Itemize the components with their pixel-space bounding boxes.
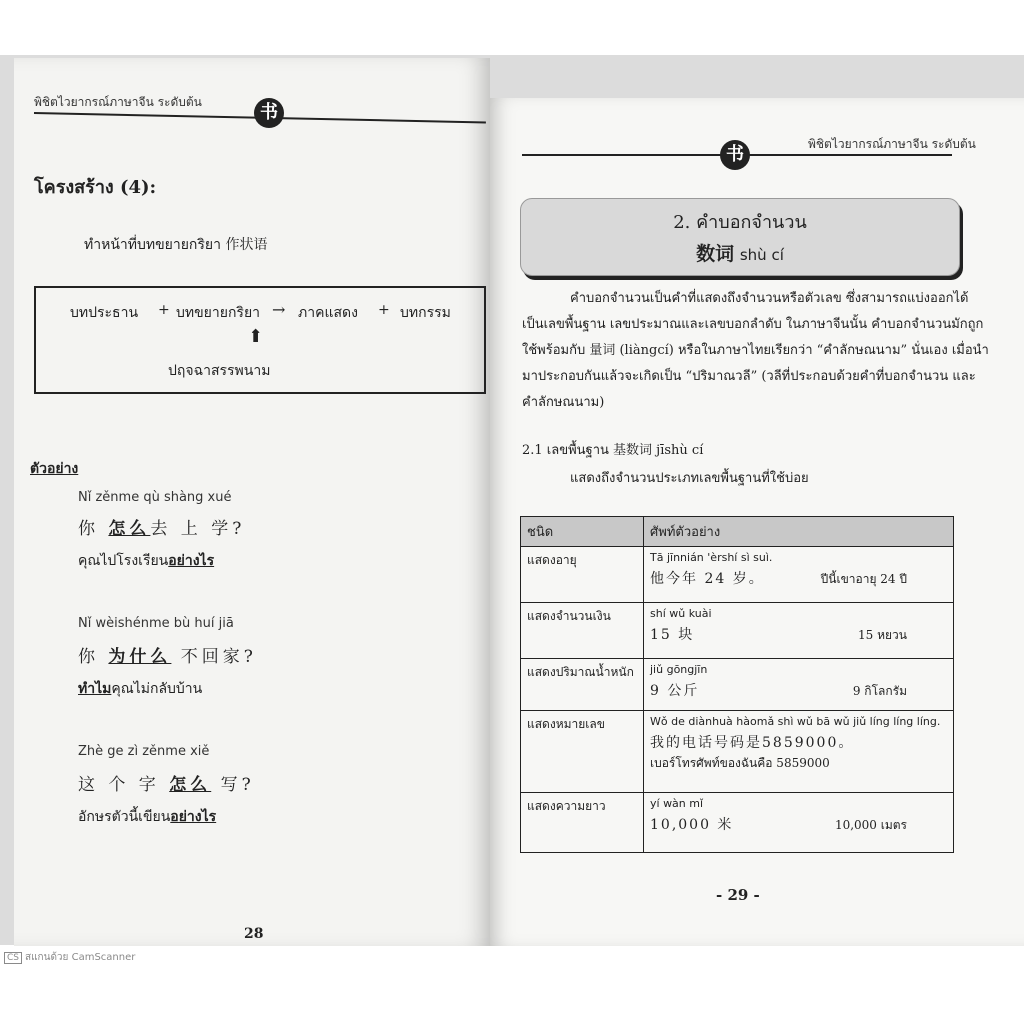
scanner-footer [4, 950, 135, 965]
row-hanzi: 9 公斤 [650, 683, 700, 699]
row-pinyin: jiǔ gōngjīn [650, 663, 708, 676]
example-2-hanzi: 你 为什么 不回家? [78, 647, 257, 667]
table-row [521, 659, 954, 711]
example-1-hanzi: 你 怎么去 上 学? [78, 519, 246, 539]
table-row [521, 711, 954, 793]
row-pinyin: Tā jīnnián 'èrshí sì suì. [650, 551, 773, 564]
formula-plus-2: + [378, 302, 390, 318]
scanner-label: สแกนด้วย CamScanner [25, 952, 136, 963]
example-3-thai: อักษรตัวนี้เขียนอย่างไร [78, 809, 217, 825]
row-type: แสดงอายุ [521, 547, 644, 603]
row-type: แสดงปริมาณน้ำหนัก [521, 659, 644, 711]
structure-title: โครงสร้าง (4): [34, 177, 157, 198]
row-thai: 9 กิโลกรัม [852, 684, 907, 698]
row-thai: เบอร์โทรศัพท์ของฉันคือ 5859000 [650, 756, 830, 770]
row-example [644, 793, 954, 853]
row-type: แสดงหมายเลข [521, 711, 644, 793]
arrow-right-icon: → [272, 300, 286, 319]
right-header: พิชิตไวยากรณ์ภาษาจีน ระดับต้น [808, 137, 976, 151]
example-3-hanzi: 这 个 字 怎么 写? [78, 775, 255, 795]
book-logo-icon-right: 书 [720, 140, 750, 170]
number-table [520, 516, 954, 853]
row-thai: 10,000 เมตร [834, 818, 907, 832]
formula-source: ปฤจฉาสรรพนาม [168, 363, 271, 379]
formula-modifier: บทขยายกริยา [176, 305, 261, 321]
table-row [521, 603, 954, 659]
row-pinyin: Wǒ de diànhuà hàomǎ shì wǔ bā wǔ jiǔ líng líng líng. [650, 715, 941, 728]
table-row [521, 547, 954, 603]
row-pinyin: shí wǔ kuài [650, 607, 712, 620]
row-hanzi: 15 块 [650, 627, 695, 643]
formula-predicate: ภาคแสดง [298, 305, 358, 321]
row-type: แสดงความยาว [521, 793, 644, 853]
example-2-pinyin: Nǐ wèishénme bù huí jiā [78, 616, 234, 631]
arrow-up-icon: ⬆ [248, 326, 264, 347]
left-page-number: 28 [244, 926, 264, 938]
row-pinyin: yí wàn mǐ [650, 797, 704, 810]
row-hanzi: 我的电话号码是5859000。 [650, 735, 855, 751]
table-header-row [521, 517, 954, 547]
row-thai: ปีนี้เขาอายุ 24 ปี [820, 572, 907, 586]
subsection-title: 2.1 เลขพื้นฐาน 基数词 jīshù cí [522, 443, 704, 458]
example-1-thai: คุณไปโรงเรียนอย่างไร [78, 553, 215, 569]
example-2-thai: ทำไมคุณไม่กลับบ้าน [78, 681, 203, 697]
row-example [644, 659, 954, 711]
camscanner-icon: CS [4, 952, 22, 964]
paragraph-line-4: มาประกอบกันแล้วจะเกิดเป็น “ปริมาณวลี” (วลีที่ประกอบด้วยคำที่บอกจำนวน และ [522, 369, 976, 384]
formula-subject: บทประธาน [70, 305, 139, 321]
formula-object: บทกรรม [400, 305, 451, 321]
row-example [644, 711, 954, 793]
section-title-box [520, 198, 960, 276]
function-line: ทำหน้าที่บทขยายกริยา 作状语 [84, 237, 268, 253]
book-logo-icon: 书 [254, 98, 284, 128]
row-hanzi: 10,000 米 [650, 817, 734, 833]
example-3-pinyin: Zhè ge zì zěnme xiě [78, 744, 210, 759]
paragraph-line-1: คำบอกจำนวนเป็นคำที่แสดงถึงจำนวนหรือตัวเลข ซึ่งสามารถแบ่งออกได้ [570, 291, 969, 306]
row-hanzi: 他今年 24 岁。 [650, 571, 765, 587]
section-title: 2. คำบอกจำนวน [673, 212, 807, 233]
table-header-type: ชนิด [521, 517, 644, 547]
table-header-example: ศัพท์ตัวอย่าง [644, 517, 954, 547]
paragraph-line-5: คำลักษณนาม) [522, 395, 605, 410]
row-example [644, 547, 954, 603]
example-1-pinyin: Nǐ zěnme qù shàng xué [78, 490, 232, 505]
row-type: แสดงจำนวนเงิน [521, 603, 644, 659]
paragraph-line-3: ใช้พร้อมกับ 量词 (liàngcí) หรือในภาษาไทยเรียกว่า “คำลักษณนาม” นั่นเอง เมื่อนำ [522, 343, 989, 358]
table-row [521, 793, 954, 853]
row-example [644, 603, 954, 659]
row-thai: 15 หยวน [858, 628, 907, 642]
paragraph-line-2: เป็นเลขพื้นฐาน เลขประมาณและเลขบอกลำดับ ในภาษาจีนนั้น คำบอกจำนวนมักถูก [522, 317, 984, 332]
right-page-number: - 29 - [716, 886, 760, 904]
formula-plus-1: + [158, 302, 170, 318]
example-label: ตัวอย่าง [30, 461, 79, 477]
subsection-desc: แสดงถึงจำนวนประเภทเลขพื้นฐานที่ใช้บ่อย [570, 471, 809, 486]
section-subtitle: 数词 shù cí [696, 243, 784, 265]
left-header: พิชิตไวยากรณ์ภาษาจีน ระดับต้น [34, 95, 202, 109]
